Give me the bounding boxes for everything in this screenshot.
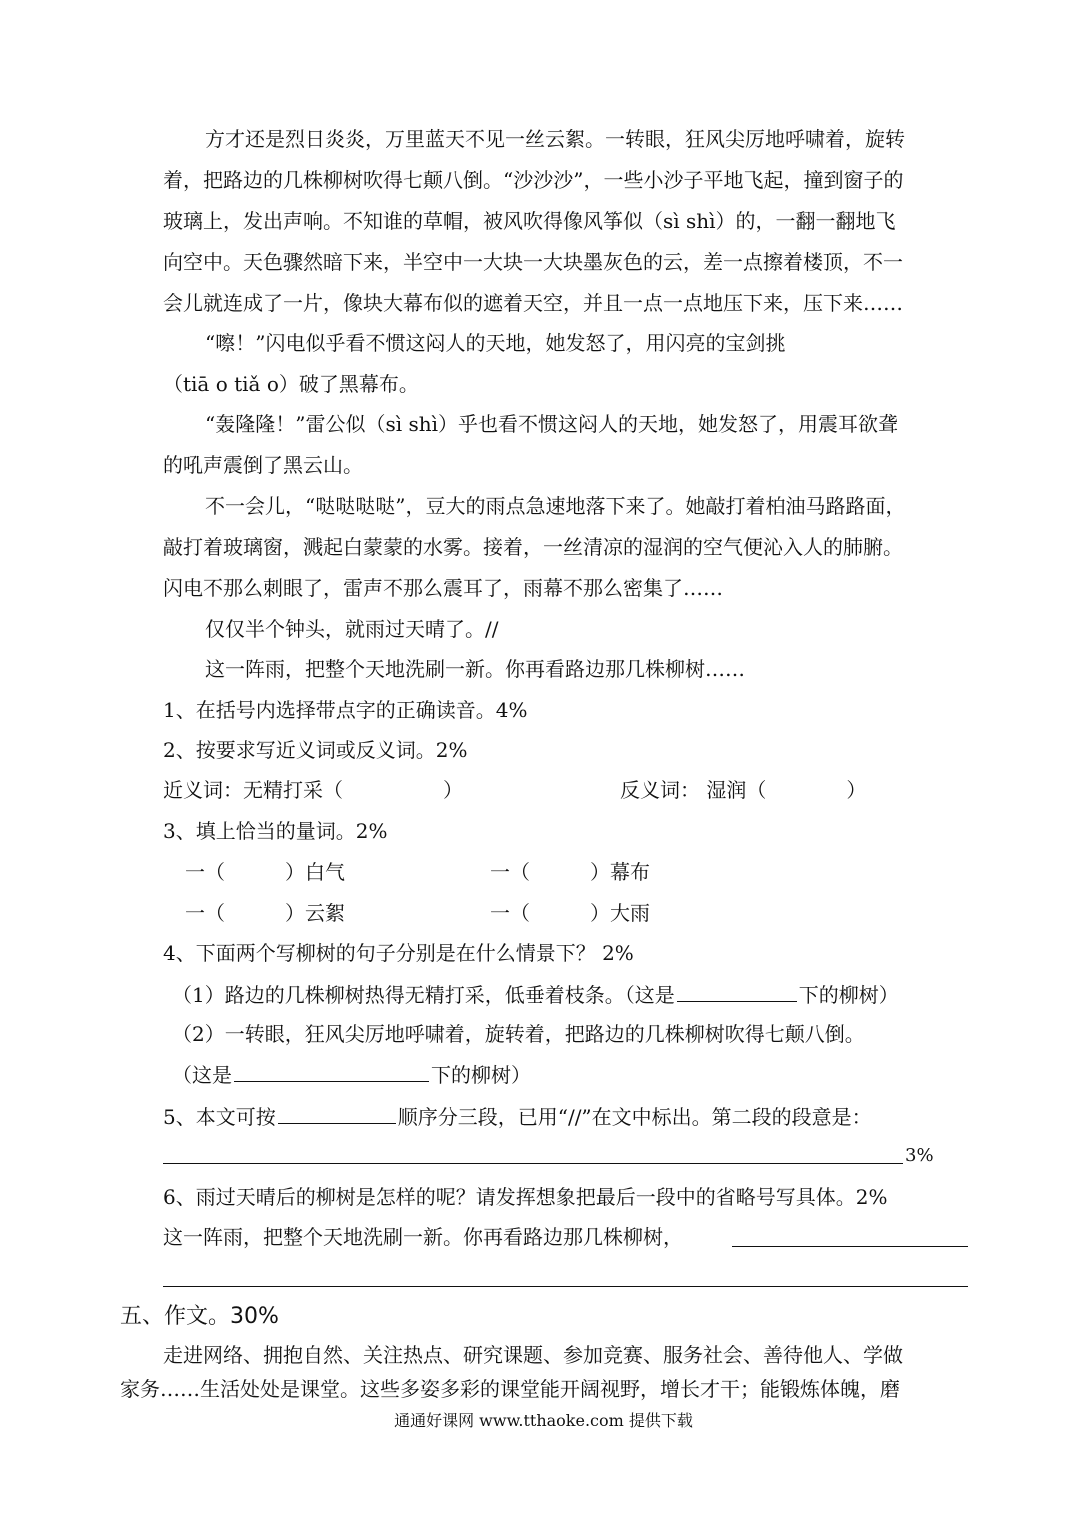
question-4-part-2-answer — [172, 1061, 531, 1088]
question-text: 顺序分三段，已用“//”在文中标出。第二段的段意是： — [397, 1105, 872, 1129]
essay-prompt-line: 走进网络、拥抱自然、关注热点、研究课题、参加竞赛、服务社会、善待他人、学做 — [163, 1343, 903, 1367]
answer-line[interactable] — [732, 1246, 968, 1247]
measure-word-field[interactable]: 一（ ）幕布 — [490, 860, 650, 884]
question-2: 2、按要求写近义词或反义词。2% — [163, 738, 468, 762]
measure-word-field[interactable]: 一（ ）云絮 — [185, 901, 345, 925]
synonym-field[interactable]: 近义词：无精打采（ ） — [163, 778, 463, 802]
passage-line: 会儿就连成了一片，像块大幕布似的遮着天空，并且一点一点地压下来，压下来…… — [163, 291, 903, 315]
question-4: 4、下面两个写柳树的句子分别是在什么情景下？ 2% — [163, 941, 634, 965]
passage-line: 不一会儿，“哒哒哒哒”，豆大的雨点急速地落下来了。她敲打着柏油马路路面， — [205, 494, 906, 518]
question-text: （这是 — [172, 1063, 232, 1087]
question-6: 6、雨过天晴后的柳树是怎样的呢？请发挥想象把最后一段中的省略号写具体。2% — [163, 1185, 888, 1209]
question-text: 5、本文可按 — [163, 1105, 276, 1129]
question-text: 下的柳树） — [798, 983, 899, 1007]
passage-line: 方才还是烈日炎炎，万里蓝天不见一丝云絮。一转眼，狂风尖厉地呼啸着，旋转 — [205, 127, 905, 151]
passage-line: “嚓！”闪电似乎看不惯这闷人的天地，她发怒了，用闪亮的宝剑挑 — [205, 331, 786, 355]
question-text: （1）路边的几株柳树热得无精打采，低垂着枝条。（这是 — [172, 983, 675, 1007]
passage-line: 的吼声震倒了黑云山。 — [163, 453, 363, 477]
answer-line[interactable] — [163, 1286, 968, 1287]
question-1: 1、在括号内选择带点字的正确读音。4% — [163, 698, 528, 722]
answer-blank[interactable] — [278, 1103, 396, 1124]
score-label: 3% — [905, 1145, 934, 1166]
measure-word-field[interactable]: 一（ ）大雨 — [490, 901, 650, 925]
question-6-prompt: 这一阵雨，把整个天地洗刷一新。你再看路边那几株柳树， — [163, 1225, 683, 1249]
question-3: 3、填上恰当的量词。2% — [163, 819, 388, 843]
answer-blank[interactable] — [234, 1061, 429, 1082]
passage-line: 仅仅半个钟头，就雨过天晴了。// — [205, 617, 499, 641]
passage-line: 着，把路边的几株柳树吹得七颠八倒。“沙沙沙”，一些小沙子平地飞起，撞到窗子的 — [163, 168, 904, 192]
passage-line: （tiā o tiǎ o）破了黑幕布。 — [163, 372, 419, 396]
answer-line[interactable] — [163, 1163, 903, 1164]
passage-line: “轰隆隆！”雷公似（sì shì）乎也看不惯这闷人的天地，她发怒了，用震耳欲聋 — [205, 412, 899, 436]
passage-line: 闪电不那么刺眼了，雷声不那么震耳了，雨幕不那么密集了…… — [163, 576, 723, 600]
passage-line: 敲打着玻璃窗，溅起白蒙蒙的水雾。接着，一丝清凉的湿润的空气便沁入人的肺腑。 — [163, 535, 903, 559]
question-4-part-1 — [172, 981, 899, 1008]
section-heading: 五、作文。30% — [120, 1304, 279, 1329]
measure-word-field[interactable]: 一（ ）白气 — [185, 860, 345, 884]
antonym-field[interactable]: 反义词： 湿润（ ） — [620, 778, 867, 802]
question-4-part-2: （2）一转眼，狂风尖厉地呼啸着，旋转着，把路边的几株柳树吹得七颠八倒。 — [172, 1022, 865, 1046]
passage-line: 向空中。天色骤然暗下来，半空中一大块一大块墨灰色的云，差一点擦着楼顶，不一 — [163, 250, 903, 274]
passage-line: 玻璃上，发出声响。不知谁的草帽，被风吹得像风筝似（sì shì）的，一翻一翻地飞 — [163, 209, 896, 233]
page-footer: 通通好课网 www.tthaoke.com 提供下载 — [394, 1411, 693, 1430]
passage-line: 这一阵雨，把整个天地洗刷一新。你再看路边那几株柳树…… — [205, 657, 745, 681]
answer-blank[interactable] — [677, 981, 797, 1002]
question-5 — [163, 1103, 872, 1130]
question-text: 下的柳树） — [431, 1063, 531, 1087]
essay-prompt-line: 家务……生活处处是课堂。这些多姿多彩的课堂能开阔视野，增长才干；能锻炼体魄，磨 — [120, 1377, 900, 1401]
